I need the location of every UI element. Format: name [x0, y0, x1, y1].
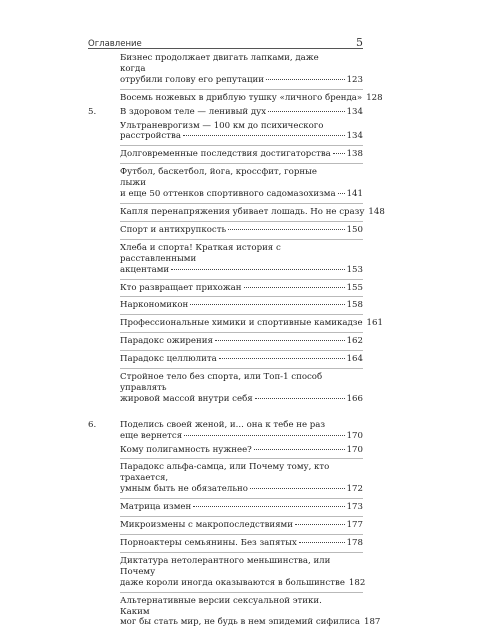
toc-entry[interactable]	[88, 283, 363, 294]
entry-title-line: отрубили голову его репутации	[120, 74, 264, 85]
toc-entry[interactable]	[88, 555, 366, 589]
entry-title-line: акцентами	[120, 264, 170, 275]
dot-leader	[190, 304, 344, 305]
entry-title-line: Хлеба и спорта! Краткая история с расставленными	[120, 242, 281, 264]
toc-chapter-entry[interactable]	[88, 107, 363, 118]
dot-leader	[183, 135, 345, 136]
entry-page-number: 153	[346, 264, 363, 275]
table-of-contents	[88, 53, 385, 631]
entry-divider	[120, 498, 363, 499]
entry-title-line: Кому полигамность нужнее?	[120, 444, 252, 455]
entry-title-line: Ультраневрогизм — 100 км до психического	[120, 120, 324, 131]
dot-leader	[295, 524, 345, 525]
entry-title-line: Порноактеры семьянины. Без запятых	[120, 538, 297, 548]
entry-title-line: Бизнес продолжает двигать лапками, даже когда	[120, 53, 319, 74]
entry-title-line: Диктатура нетолерантного меньшинства, или Почему	[120, 555, 331, 577]
entry-title-line: жировой массой внутри себя	[120, 393, 253, 404]
entry-title-line: Кто развращает прихожан	[120, 282, 242, 293]
toc-entry[interactable]	[88, 502, 363, 513]
toc-entry[interactable]	[88, 225, 363, 236]
entry-page-number: 123	[346, 74, 363, 85]
entry-divider	[120, 516, 363, 517]
entry-divider	[120, 458, 363, 459]
toc-entry[interactable]	[88, 520, 363, 531]
entry-page-number: 164	[346, 354, 363, 365]
section-title: Оглавление	[88, 39, 142, 49]
toc-entry[interactable]	[88, 167, 363, 200]
entry-page-number: 178	[346, 538, 363, 548]
entry-title-line: и еще 50 оттенков спортивного садомазохизма	[120, 189, 336, 200]
entry-page-number: 166	[346, 393, 363, 404]
toc-entry[interactable]	[88, 318, 383, 329]
dot-leader	[338, 193, 345, 194]
entry-title-line: Парадокс ожирения	[120, 336, 213, 347]
entry-divider	[120, 534, 363, 535]
chapter-number: 5.	[88, 106, 97, 117]
entry-title-line: Поделись своей женой, и... она к тебе не раз	[120, 419, 326, 430]
entry-page-number: 161	[366, 318, 383, 329]
toc-entry[interactable]	[88, 372, 363, 405]
entry-title-line: еще вернется	[120, 430, 183, 441]
entry-page-number: 173	[346, 502, 363, 513]
toc-chapter-entry[interactable]	[88, 420, 363, 442]
entry-page-number: 150	[346, 224, 363, 235]
dot-leader	[250, 488, 345, 489]
entry-page-number: 177	[346, 520, 363, 531]
toc-entry[interactable]	[88, 206, 385, 218]
entry-page-number: 155	[346, 282, 363, 293]
entry-title-line: умным быть не обязательно	[120, 484, 248, 495]
entry-page-number: 134	[346, 106, 363, 117]
dot-leader	[228, 229, 344, 230]
dot-leader	[254, 449, 345, 450]
toc-entry[interactable]	[88, 53, 363, 86]
entry-page-number: 138	[346, 149, 363, 160]
entry-page-number: 172	[346, 484, 363, 495]
entry-title-line: Профессиональные химики и спортивные камикадзе	[120, 318, 363, 329]
entry-page-number: 158	[346, 300, 363, 311]
dot-leader	[219, 358, 345, 359]
page-number: 5	[356, 36, 363, 49]
entry-title-line: Альтернативные версии сексуальной этики. Каким	[120, 595, 322, 617]
dot-leader	[171, 269, 344, 270]
toc-entry[interactable]	[88, 92, 383, 104]
entry-divider	[120, 239, 363, 240]
entry-page-number: 170	[346, 444, 363, 455]
entry-divider	[120, 592, 363, 593]
entry-title-line: мог бы стать мир, не будь в нем эпидемий сифилиса	[120, 617, 360, 628]
toc-entry[interactable]	[88, 149, 363, 160]
toc-entry[interactable]	[88, 243, 363, 276]
entry-title-line: Микроизмены с макропоследствиями	[120, 520, 293, 531]
entry-title-line: Наркономикон	[120, 300, 189, 311]
entry-divider	[120, 350, 363, 351]
entry-page-number: 141	[346, 189, 363, 200]
dot-leader	[266, 79, 345, 80]
toc-entry[interactable]	[88, 595, 381, 629]
entry-title-line: Парадокс альфа-самца, или Почему тому, кто трахается,	[120, 462, 330, 484]
entry-divider	[120, 279, 363, 280]
chapter-gap	[88, 408, 363, 420]
entry-page-number: 182	[348, 577, 366, 588]
entry-page-number: 128	[366, 92, 383, 103]
entry-title-line: Спорт и антихрупкость	[120, 224, 227, 235]
entry-page-number: 148	[368, 206, 385, 217]
entry-title-line: Футбол, баскетбол, йога, кроссфит, горные лыжи	[120, 167, 317, 189]
entry-title-line: даже короли иногда оказываются в большинстве	[120, 577, 345, 588]
dot-leader	[193, 506, 344, 507]
entry-divider	[120, 552, 363, 553]
entry-page-number: 134	[346, 131, 363, 142]
entry-divider	[120, 203, 363, 204]
dot-leader	[215, 340, 345, 341]
entry-page-number: 187	[363, 617, 381, 628]
entry-divider	[120, 89, 363, 90]
dot-leader	[268, 111, 345, 112]
dot-leader	[184, 435, 344, 436]
toc-entry[interactable]	[88, 354, 363, 365]
entry-title-line: В здоровом теле — ленивый дух	[120, 106, 267, 117]
dot-leader	[333, 153, 345, 154]
toc-entry[interactable]	[88, 538, 363, 549]
dot-leader	[255, 398, 345, 399]
entry-divider	[120, 332, 363, 333]
entry-title-line: расстройства	[120, 131, 181, 142]
toc-entry[interactable]	[88, 121, 363, 143]
entry-title-line: Парадокс целлюлита	[120, 354, 217, 365]
header-rule	[88, 48, 363, 49]
entry-title-line: Капля перенапряжения убивает лошадь. Но не сразу	[120, 206, 365, 217]
entry-divider	[120, 145, 363, 146]
toc-entry[interactable]	[88, 336, 363, 347]
entry-page-number: 170	[346, 430, 363, 441]
toc-entry[interactable]	[88, 462, 363, 495]
dot-leader	[244, 287, 345, 288]
entry-divider	[120, 296, 363, 297]
entry-divider	[120, 163, 363, 164]
dot-leader	[299, 542, 345, 543]
entry-title-line: Долговременные последствия достигаторства	[120, 149, 331, 160]
entry-divider	[120, 221, 363, 222]
chapter-number: 6.	[88, 419, 97, 430]
entry-title-line: Стройное тело без спорта, или Топ-1 способ управлять	[120, 372, 323, 393]
entry-title-line: Восемь ножевых в дриблую тушку «личного бренда»	[120, 92, 363, 103]
entry-divider	[120, 368, 363, 369]
entry-page-number: 162	[346, 336, 363, 347]
entry-title-line: Матрица измен	[120, 502, 192, 513]
entry-divider	[120, 314, 363, 315]
toc-entry[interactable]	[88, 300, 363, 311]
toc-entry[interactable]	[88, 445, 363, 456]
